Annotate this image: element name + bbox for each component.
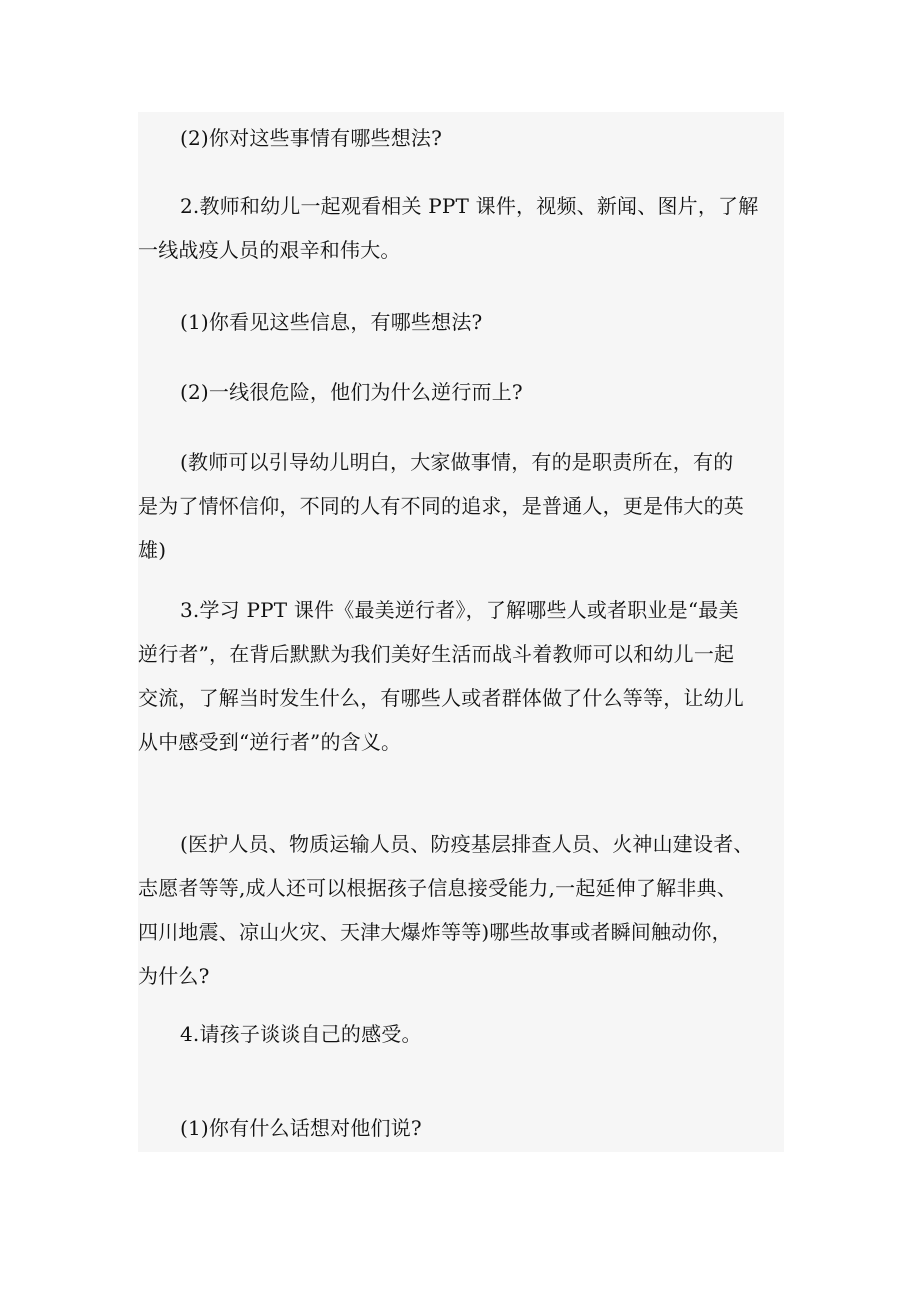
text-line: 四川地震、凉山火灾、天津大爆炸等等)哪些故事或者瞬间触动你，	[138, 920, 732, 944]
paragraph-question-2-thoughts	[138, 116, 784, 160]
text-line: 2.教师和幼儿一起观看相关 PPT 课件，视频、新闻、图片，了解	[180, 194, 759, 218]
text-line: 逆行者”，在背后默默为我们美好生活而战斗着教师可以和幼儿一起	[138, 642, 735, 666]
text-line: 3.学习 PPT 课件《最美逆行者》，了解哪些人或者职业是“最美	[180, 598, 739, 622]
text-line: 从中感受到“逆行者”的含义。	[138, 730, 402, 754]
paragraph-step-2	[138, 184, 784, 272]
paragraph-question-2-danger	[138, 370, 784, 414]
text-line: (2)一线很危险，他们为什么逆行而上?	[180, 380, 523, 404]
text-line: (医护人员、物质运输人员、防疫基层排查人员、火神山建设者、	[180, 832, 754, 856]
text-line: (1)你有什么话想对他们说?	[180, 1116, 422, 1140]
paragraph-question-1-info	[138, 300, 784, 344]
paragraph-step-4	[138, 1012, 784, 1056]
text-line: 4.请孩子谈谈自己的感受。	[180, 1022, 422, 1046]
text-line: (1)你看见这些信息，有哪些想法?	[180, 310, 483, 334]
text-line: 为什么?	[138, 964, 210, 988]
text-line: 是为了情怀信仰，不同的人有不同的追求，是普通人，更是伟大的英	[138, 494, 744, 518]
text-line: (教师可以引导幼儿明白，大家做事情，有的是职责所在，有的	[180, 450, 734, 474]
paragraph-step-3	[138, 588, 784, 764]
text-line: 一线战疫人员的艰辛和伟大。	[138, 238, 401, 262]
text-line: (2)你对这些事情有哪些想法?	[180, 126, 443, 150]
text-line: 雄)	[138, 538, 167, 562]
paragraph-question-1-words	[138, 1106, 784, 1150]
paragraph-examples	[138, 822, 784, 998]
paragraph-teacher-guidance	[138, 440, 784, 572]
text-line: 志愿者等等,成人还可以根据孩子信息接受能力,一起延伸了解非典、	[138, 876, 737, 900]
text-line: 交流，了解当时发生什么，有哪些人或者群体做了什么等等，让幼儿	[138, 686, 744, 710]
